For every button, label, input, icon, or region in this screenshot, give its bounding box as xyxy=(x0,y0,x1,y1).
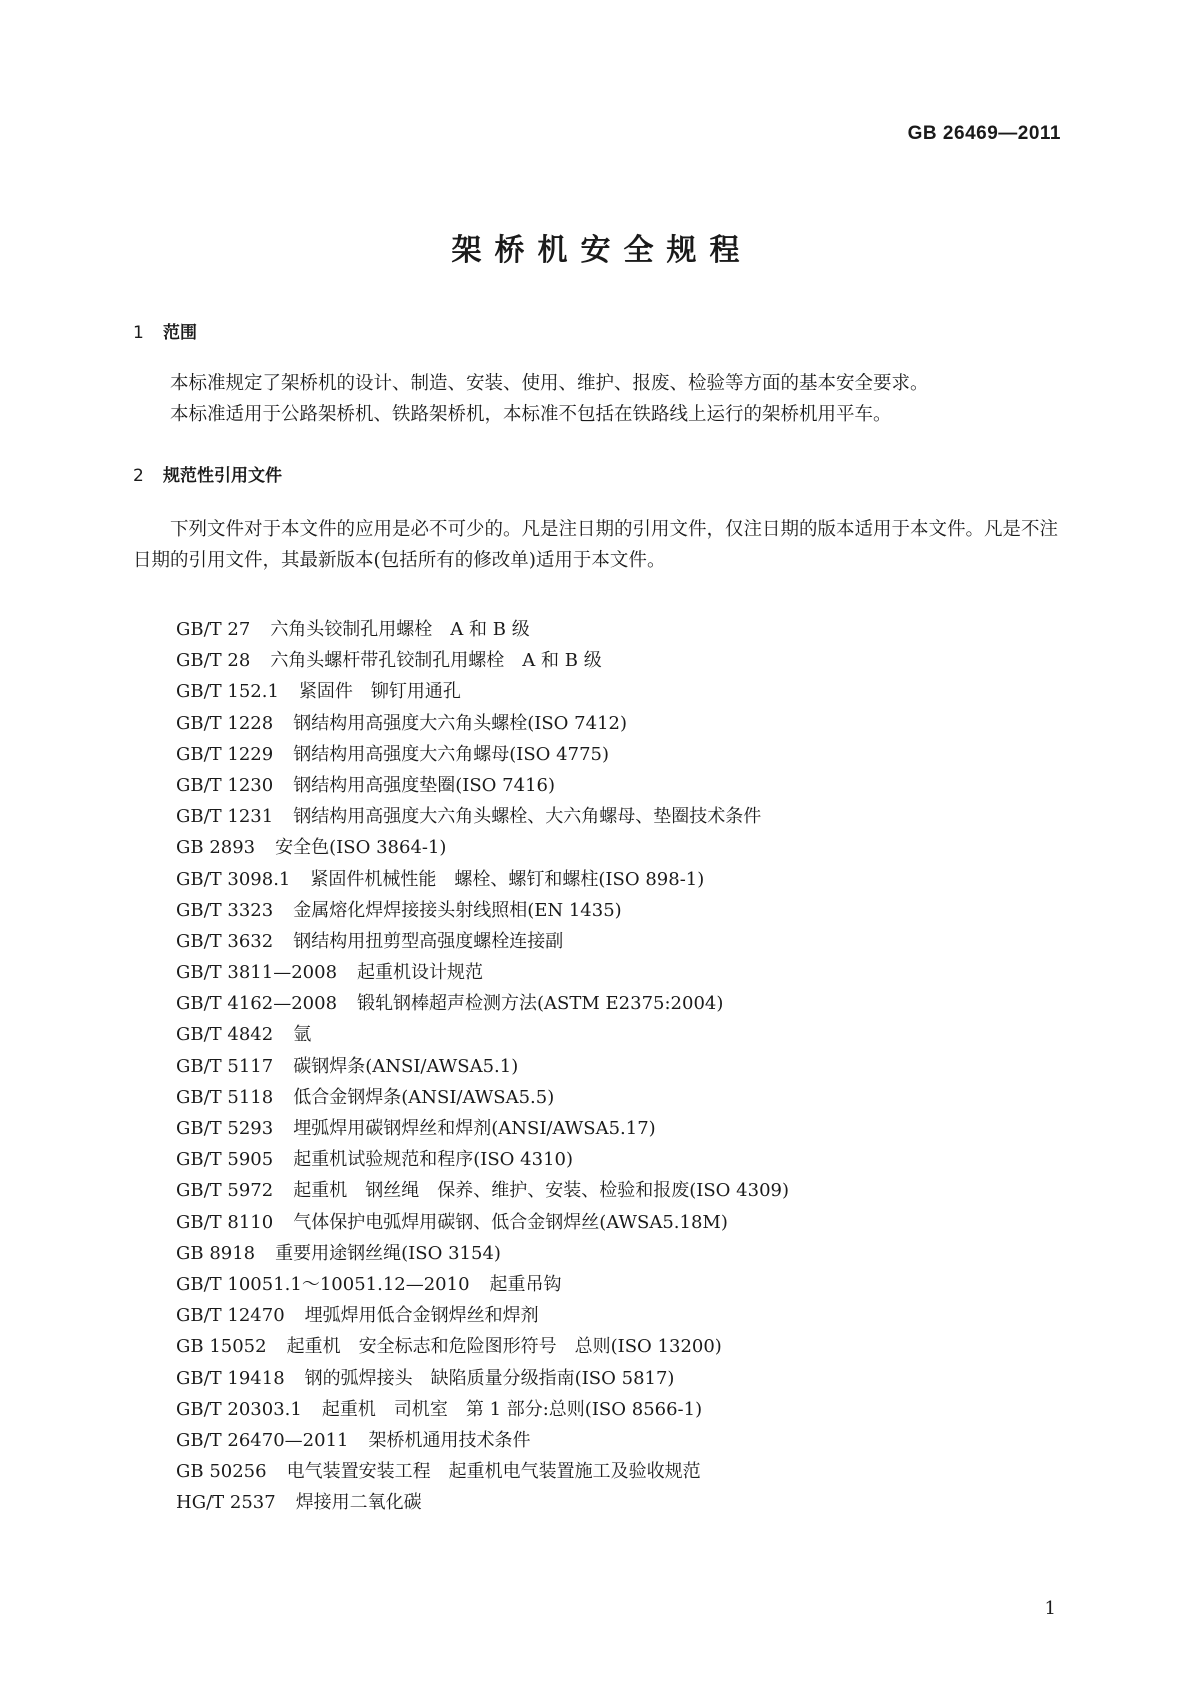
reference-code: GB/T 20303.1 xyxy=(176,1398,302,1420)
reference-item xyxy=(176,1082,789,1113)
reference-code: GB/T 3632 xyxy=(176,930,274,952)
reference-item xyxy=(176,1269,789,1300)
reference-item xyxy=(176,864,789,895)
document-title: 架桥机安全规程 xyxy=(451,233,753,268)
paragraph: 本标准适用于公路架桥机、铁路架桥机，本标准不包括在铁路线上运行的架桥机用平车。 xyxy=(170,404,892,425)
page-number: 1 xyxy=(1044,1598,1056,1619)
reference-title: 电气装置安装工程 起重机电气装置施工及验收规范 xyxy=(286,1461,701,1483)
reference-title: 碳钢焊条(ANSI/AWSA5.1) xyxy=(293,1055,519,1077)
reference-code: GB/T 5293 xyxy=(176,1118,274,1139)
reference-item xyxy=(176,708,789,739)
reference-title: 起重吊钩 xyxy=(489,1273,562,1295)
reference-title: 锻轧钢棒超声检测方法(ASTM E2375:2004) xyxy=(357,993,724,1015)
reference-title: 钢结构用扭剪型高强度螺栓连接副 xyxy=(293,930,564,952)
reference-item xyxy=(176,1487,789,1518)
references-intro xyxy=(133,514,1063,576)
reference-title: 起重机设计规范 xyxy=(357,962,484,984)
reference-item xyxy=(176,614,789,645)
reference-title: 埋弧焊用碳钢焊丝和焊剂(ANSI/AWSA5.17) xyxy=(293,1118,656,1139)
reference-code: GB 2893 xyxy=(176,837,256,859)
reference-item xyxy=(176,1113,789,1144)
scope-text xyxy=(133,368,1063,430)
section-number: 2 xyxy=(133,466,144,486)
reference-item xyxy=(176,895,789,926)
reference-title: 金属熔化焊焊接接头射线照相(EN 1435) xyxy=(293,899,622,921)
reference-title: 起重机 安全标志和危险图形符号 总则(ISO 13200) xyxy=(286,1336,722,1358)
section-number: 1 xyxy=(133,323,144,343)
reference-item xyxy=(176,801,789,832)
reference-title: 紧固件 铆钉用通孔 xyxy=(298,681,461,703)
paragraph: 下列文件对于本文件的应用是必不可少的。凡是注日期的引用文件，仅注日期的版本适用于本文件。凡是不注日期的引用文件，其最新版本(包括所有的修改单)适用于本文件。 xyxy=(133,519,1059,571)
reference-item xyxy=(176,1363,789,1394)
section-heading-scope xyxy=(133,318,197,343)
reference-code: GB 50256 xyxy=(176,1461,267,1483)
reference-title: 起重机 司机室 第 1 部分:总则(ISO 8566-1) xyxy=(321,1398,703,1420)
reference-item xyxy=(176,1394,789,1425)
reference-title: 紧固件机械性能 螺栓、螺钉和螺柱(ISO 898-1) xyxy=(310,868,705,890)
reference-code: GB/T 1231 xyxy=(176,806,274,828)
reference-title: 安全色(ISO 3864-1) xyxy=(275,837,447,859)
reference-item xyxy=(176,1331,789,1362)
section-heading-normative-references xyxy=(133,461,282,486)
reference-code: GB/T 10051.1～10051.12—2010 xyxy=(176,1273,470,1295)
reference-code: GB/T 152.1 xyxy=(176,681,279,703)
paragraph: 本标准规定了架桥机的设计、制造、安装、使用、维护、报废、检验等方面的基本安全要求。 xyxy=(170,373,929,394)
reference-code: GB/T 5972 xyxy=(176,1180,274,1202)
section-title: 范围 xyxy=(163,323,197,343)
reference-title: 钢结构用高强度大六角螺母(ISO 4775) xyxy=(293,743,609,765)
reference-title: 钢的弧焊接头 缺陷质量分级指南(ISO 5817) xyxy=(304,1367,675,1389)
section-title: 规范性引用文件 xyxy=(163,466,282,486)
reference-title: 埋弧焊用低合金钢焊丝和焊剂 xyxy=(304,1305,539,1327)
reference-code: GB/T 12470 xyxy=(176,1305,285,1327)
reference-title: 六角头螺杆带孔铰制孔用螺栓 A 和 B 级 xyxy=(270,650,602,672)
reference-title: 钢结构用高强度大六角头螺栓(ISO 7412) xyxy=(293,712,627,734)
reference-code: GB/T 28 xyxy=(176,650,251,672)
reference-code: GB/T 4842 xyxy=(176,1024,274,1046)
reference-item xyxy=(176,1207,789,1238)
reference-code: GB/T 1229 xyxy=(176,743,274,765)
reference-item xyxy=(176,1238,789,1269)
reference-item xyxy=(176,676,789,707)
reference-item xyxy=(176,645,789,676)
reference-code: GB/T 19418 xyxy=(176,1367,285,1389)
reference-title: 氩 xyxy=(293,1024,312,1046)
reference-code: GB/T 3323 xyxy=(176,899,274,921)
reference-title: 低合金钢焊条(ANSI/AWSA5.5) xyxy=(293,1086,555,1108)
standard-number: GB 26469—2011 xyxy=(907,123,1061,144)
reference-title: 起重机 钢丝绳 保养、维护、安装、检验和报废(ISO 4309) xyxy=(293,1180,789,1202)
reference-code: GB/T 26470—2011 xyxy=(176,1429,349,1451)
reference-item xyxy=(176,739,789,770)
reference-list xyxy=(176,614,789,1518)
reference-code: GB/T 5905 xyxy=(176,1149,274,1171)
reference-title: 重要用途钢丝绳(ISO 3154) xyxy=(275,1242,501,1264)
reference-item xyxy=(176,832,789,863)
reference-code: GB/T 3811—2008 xyxy=(176,962,338,984)
reference-title: 钢结构用高强度垫圈(ISO 7416) xyxy=(293,774,555,796)
reference-code: GB/T 5118 xyxy=(176,1086,274,1108)
reference-code: GB/T 1228 xyxy=(176,712,274,734)
reference-code: GB/T 1230 xyxy=(176,774,274,796)
reference-code: GB/T 8110 xyxy=(176,1211,274,1233)
reference-item xyxy=(176,926,789,957)
reference-item xyxy=(176,1456,789,1487)
reference-title: 架桥机通用技术条件 xyxy=(368,1429,531,1451)
reference-item xyxy=(176,1425,789,1456)
reference-code: GB/T 27 xyxy=(176,619,251,640)
reference-code: GB/T 3098.1 xyxy=(176,868,291,890)
reference-title: 焊接用二氧化碳 xyxy=(295,1492,422,1514)
reference-code: GB 15052 xyxy=(176,1336,267,1358)
reference-item xyxy=(176,1175,789,1206)
reference-item xyxy=(176,957,789,988)
reference-code: GB 8918 xyxy=(176,1242,256,1264)
reference-title: 钢结构用高强度大六角头螺栓、大六角螺母、垫圈技术条件 xyxy=(293,806,762,828)
reference-item xyxy=(176,1144,789,1175)
reference-item xyxy=(176,988,789,1019)
reference-item xyxy=(176,770,789,801)
reference-title: 气体保护电弧焊用碳钢、低合金钢焊丝(AWSA5.18M) xyxy=(293,1211,728,1233)
reference-code: GB/T 5117 xyxy=(176,1055,274,1077)
reference-item xyxy=(176,1019,789,1050)
reference-title: 起重机试验规范和程序(ISO 4310) xyxy=(293,1149,573,1171)
reference-item xyxy=(176,1300,789,1331)
reference-code: GB/T 4162—2008 xyxy=(176,993,338,1015)
reference-item xyxy=(176,1051,789,1082)
reference-title: 六角头铰制孔用螺栓 A 和 B 级 xyxy=(270,619,530,640)
reference-code: HG/T 2537 xyxy=(176,1492,276,1514)
